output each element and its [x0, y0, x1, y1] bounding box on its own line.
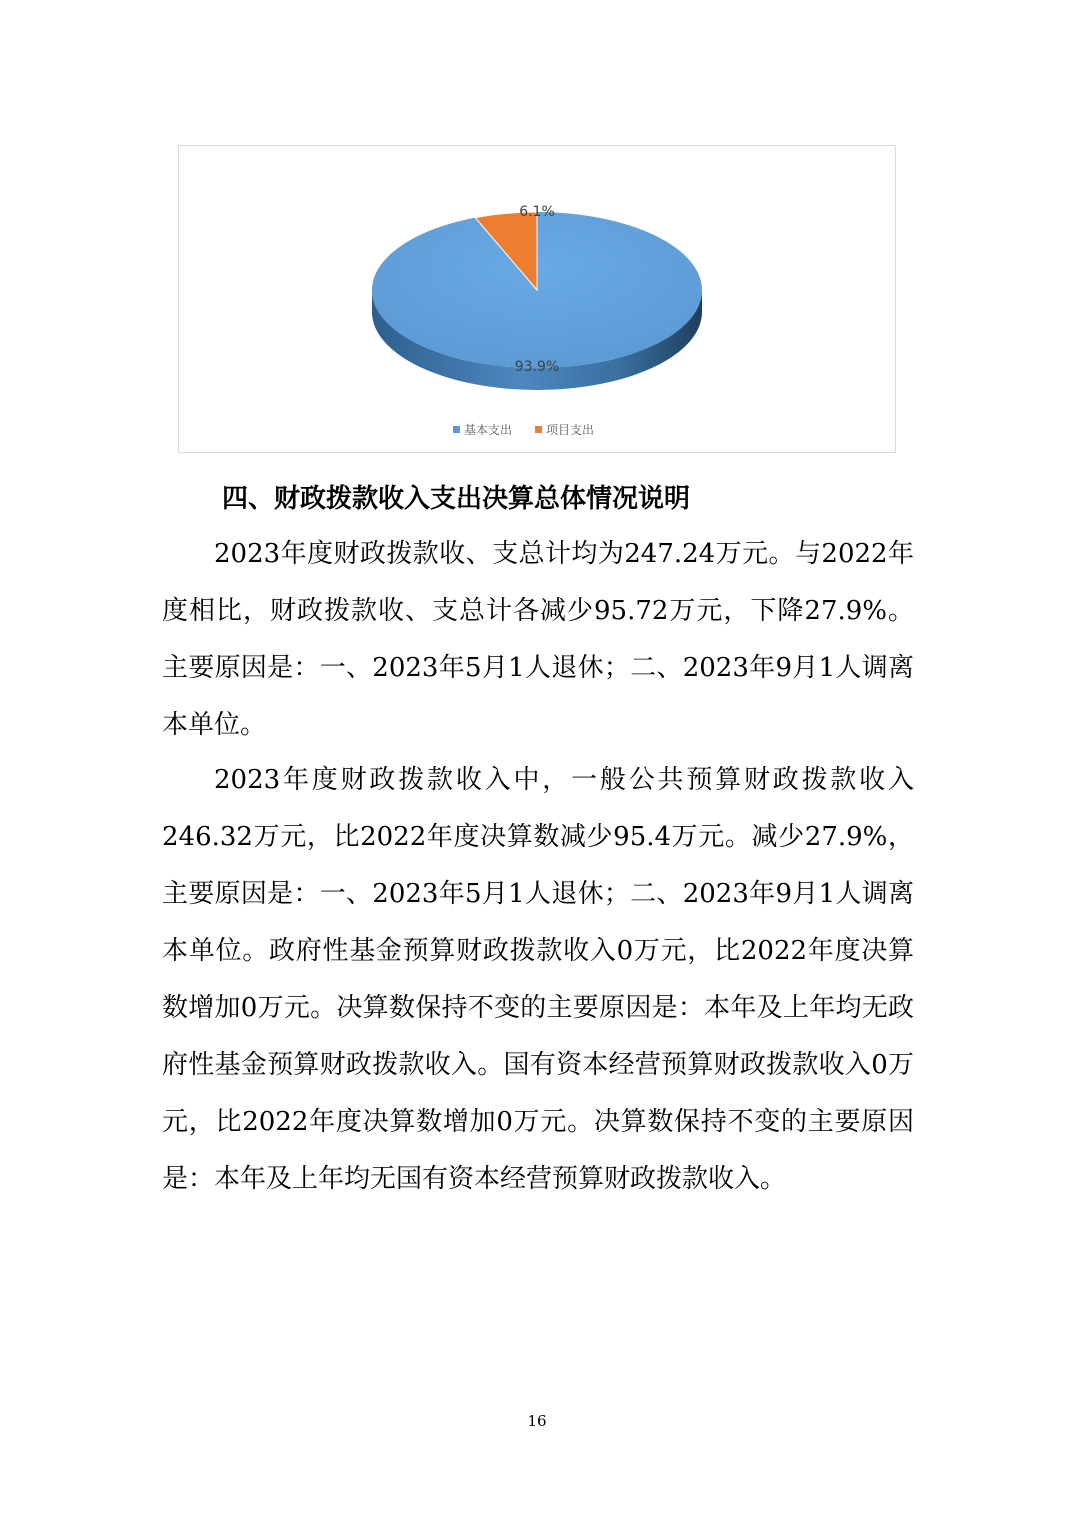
pie-chart — [178, 145, 896, 453]
legend-label-2: 项目支出 — [546, 423, 595, 437]
section-heading: 四、财政拨款收入支出决算总体情况说明 — [222, 484, 691, 514]
pie-data-label-2: 6.1% — [519, 204, 555, 220]
paragraph-income-detail: 2023年度财政拨款收入中，一般公共预算财政拨款收入246.32万元，比2022年度决算数减少95.4万元。减少27.9%，主要原因是：一、2023年5月1人退休；二、2023年9月1人调离本单位。政府性基金预算财政拨款收入0万元，比2022年度决算数增加0万元。决算数保持不变的主要原因是：本年及上年均无政府性基金预算财政拨款收入。国有资本经营预算财政拨款收入0万元，比2022年度决算数增加0万元。决算数保持不变的主要原因是：本年及上年均无国有资本经营预算财政拨款收入。 — [162, 765, 914, 1194]
legend-swatch-1 — [453, 426, 460, 433]
paragraph-total-summary: 2023年度财政拨款收、支总计均为247.24万元。与2022年度相比，财政拨款收、支总计各减少95.72万元，下降27.9%。主要原因是：一、2023年5月1人退休；二、2023年9月1人调离本单位。 — [162, 539, 914, 740]
legend-swatch-2 — [535, 426, 542, 433]
page-number: 16 — [527, 1412, 547, 1430]
pie-chart-svg — [179, 146, 895, 452]
pie-data-label-1: 93.9% — [514, 359, 560, 375]
chart-legend — [453, 422, 594, 437]
legend-label-1: 基本支出 — [464, 423, 513, 437]
